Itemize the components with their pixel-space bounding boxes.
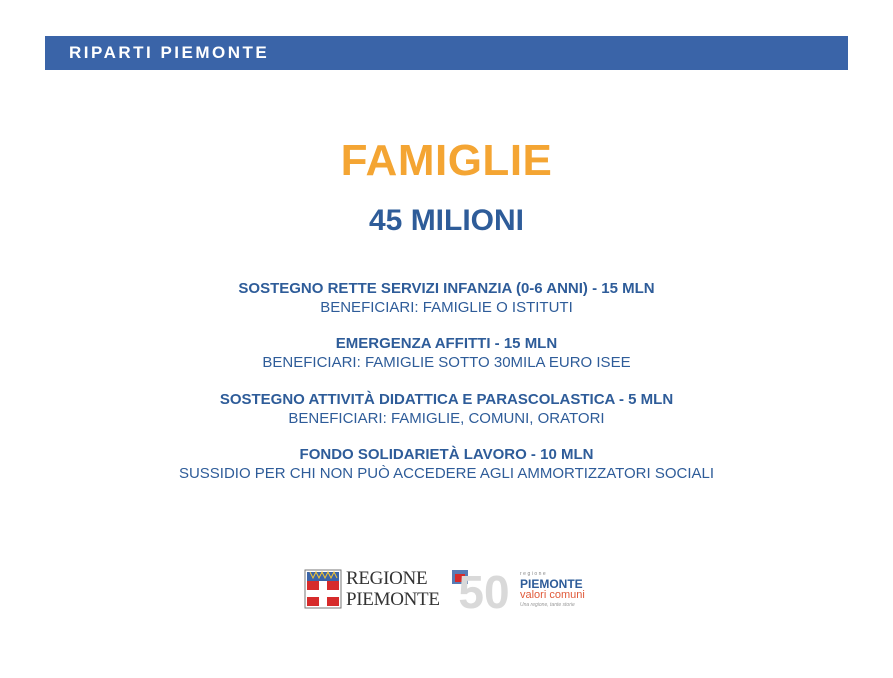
regione-text-line1: REGIONE <box>346 568 428 589</box>
anniversary-subtitle: valori comuni <box>520 589 585 601</box>
footer-logos <box>304 566 594 614</box>
item-heading: SOSTEGNO RETTE SERVIZI INFANZIA (0-6 ANNI) - 15 MLN <box>238 280 655 297</box>
item-heading: FONDO SOLIDARIETÀ LAVORO - 10 MLN <box>299 446 594 463</box>
header-bar <box>45 36 848 70</box>
item-heading: EMERGENZA AFFITTI - 15 MLN <box>335 335 558 352</box>
anniversary-name: PIEMONTE <box>520 577 583 591</box>
anniversary-logo <box>450 567 600 613</box>
item-detail: BENEFICIARI: FAMIGLIE, COMUNI, ORATORI <box>288 410 605 427</box>
item-heading: SOSTEGNO ATTIVITÀ DIDATTICA E PARASCOLASTICA - 5 MLN <box>219 391 674 408</box>
fifty-anniversary-icon <box>450 567 518 611</box>
anniversary-small-label: regione <box>520 571 548 577</box>
fifty-number: 50 <box>458 567 510 611</box>
regione-shield-icon <box>304 569 342 609</box>
item-detail: BENEFICIARI: FAMIGLIE O ISTITUTI <box>320 299 573 316</box>
item-detail: SUSSIDIO PER CHI NON PUÒ ACCEDERE AGLI AMMORTIZZATORI SOCIALI <box>178 465 715 482</box>
list-item <box>0 334 893 372</box>
list-item <box>0 279 893 317</box>
header-title: RIPARTI PIEMONTE <box>69 43 270 62</box>
list-item <box>0 445 893 483</box>
list-item <box>0 390 893 428</box>
regione-text-line2: PIEMONTE <box>346 589 440 610</box>
amount-subtitle: 45 MILIONI <box>368 204 525 237</box>
page-title: FAMIGLIE <box>340 136 553 185</box>
item-detail: BENEFICIARI: FAMIGLIE SOTTO 30MILA EURO ISEE <box>262 354 631 371</box>
anniversary-tagline: Una regione, tante storie <box>520 602 575 608</box>
